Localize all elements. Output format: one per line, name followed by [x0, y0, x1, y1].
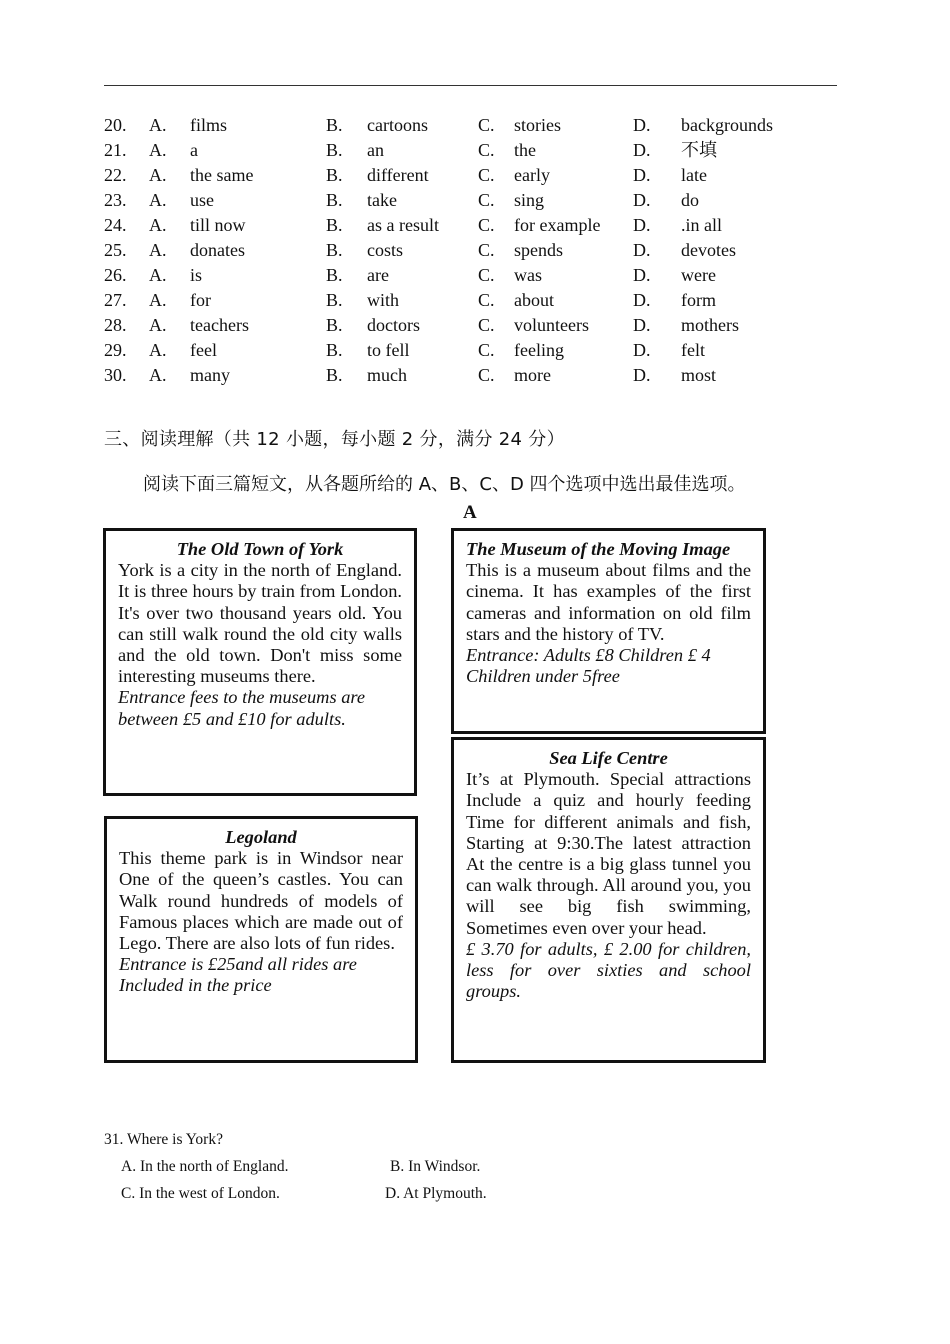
option-b-label: B. [326, 140, 343, 160]
option-c-label: C. [478, 365, 495, 385]
option-row [104, 338, 844, 363]
question-31-option-c: C. In the west of London. [121, 1185, 280, 1202]
option-b: costs [367, 240, 403, 260]
header-rule [104, 85, 837, 86]
option-b: are [367, 265, 389, 285]
option-a-label: A. [149, 365, 167, 385]
option-a: till now [190, 215, 246, 235]
option-b: cartoons [367, 115, 428, 135]
section-title: 三、阅读理解（共 12 小题，每小题 2 分，满分 24 分） [104, 429, 565, 450]
sealife-title: Sea Life Centre [549, 748, 668, 768]
option-b-label: B. [326, 115, 343, 135]
option-c-label: C. [478, 115, 495, 135]
legoland-title: Legoland [225, 827, 297, 847]
york-title: The Old Town of York [176, 539, 344, 559]
option-c: early [514, 165, 550, 185]
sealife-box [451, 737, 766, 1063]
option-b: an [367, 140, 384, 160]
option-b-label: B. [326, 165, 343, 185]
option-d-label: D. [633, 140, 651, 160]
option-a: a [190, 140, 198, 160]
option-d-label: D. [633, 340, 651, 360]
option-c-label: C. [478, 165, 495, 185]
option-d-label: D. [633, 115, 651, 135]
option-b: doctors [367, 315, 420, 335]
legoland-note: Entrance is £25and all rides are Included in the price [119, 954, 357, 996]
option-d-label: D. [633, 240, 651, 260]
option-row [104, 363, 844, 388]
legoland-body: This theme park is in Windsor near One of the queen’s castles. You can Walk round hundreds of models of Famous places which are made out of Lego. There are also lots of fun rides. [119, 848, 403, 954]
option-b-label: B. [326, 240, 343, 260]
option-b: to fell [367, 340, 410, 360]
option-row [104, 138, 844, 163]
option-row [104, 188, 844, 213]
option-c: was [514, 265, 542, 285]
sealife-body: It’s at Plymouth. Special attractions Include a quiz and hourly feeding Time for different animals and fish, Starting at 9:30.The latest attraction At the centre is a big glass tunnel you can walk through. All around you, you will see big fish swimming, Sometimes even over your head. [466, 769, 751, 938]
options-table [104, 113, 844, 388]
option-d-label: D. [633, 190, 651, 210]
option-c: spends [514, 240, 563, 260]
option-c: the [514, 140, 536, 160]
option-c: for example [514, 215, 601, 235]
option-number: 20. [104, 115, 127, 135]
option-c-label: C. [478, 190, 495, 210]
option-a-label: A. [149, 315, 167, 335]
option-a: films [190, 115, 228, 135]
option-d: .in all [681, 215, 722, 235]
option-a-label: A. [149, 240, 167, 260]
option-number: 25. [104, 240, 127, 260]
york-note: Entrance fees to the museums are between £5 and £10 for adults. [118, 687, 366, 729]
option-c-label: C. [478, 240, 495, 260]
option-b: take [367, 190, 397, 210]
option-d-label: D. [633, 290, 651, 310]
option-d-label: D. [633, 165, 651, 185]
option-row [104, 213, 844, 238]
option-a-label: A. [149, 165, 167, 185]
sealife-note: £ 3.70 for adults, £ 2.00 for children, less for over sixties and school groups. [466, 938, 751, 1002]
option-a: donates [190, 240, 245, 260]
option-a: feel [190, 340, 217, 360]
option-c-label: C. [478, 265, 495, 285]
option-d: form [681, 290, 716, 310]
option-a: use [190, 190, 214, 210]
option-row [104, 263, 844, 288]
york-body: York is a city in the north of England. It is three hours by train from London. It's over two thousand years old. You can still walk round the old city walls and the old town. Don't miss some interesting museums there. [118, 560, 402, 687]
option-row [104, 238, 844, 263]
museum-box [451, 528, 766, 734]
option-c: volunteers [514, 315, 589, 335]
option-c-label: C. [478, 340, 495, 360]
option-b-label: B. [326, 290, 343, 310]
option-d: most [681, 365, 717, 385]
option-d: devotes [681, 240, 736, 260]
legoland-box [104, 816, 418, 1063]
option-number: 30. [104, 365, 127, 385]
option-c: more [514, 365, 551, 385]
option-d: late [681, 165, 707, 185]
option-row [104, 163, 844, 188]
option-number: 23. [104, 190, 127, 210]
option-d-label: D. [633, 365, 651, 385]
option-a-label: A. [149, 340, 167, 360]
option-a-label: A. [149, 215, 167, 235]
option-number: 29. [104, 340, 127, 360]
option-number: 21. [104, 140, 127, 160]
york-box [103, 528, 417, 796]
option-a: the same [190, 165, 254, 185]
option-c: feeling [514, 340, 564, 360]
option-c-label: C. [478, 315, 495, 335]
option-number: 26. [104, 265, 127, 285]
museum-note: Entrance: Adults £8 Children £ 4 Children under 5free [466, 645, 711, 687]
option-number: 24. [104, 215, 127, 235]
option-a: is [190, 265, 203, 285]
option-c: stories [514, 115, 561, 135]
option-number: 27. [104, 290, 127, 310]
section-instruction: 阅读下面三篇短文，从各题所给的 A、B、C、D 四个选项中选出最佳选项。 [143, 474, 746, 495]
option-d-label: D. [633, 315, 651, 335]
option-c-label: C. [478, 215, 495, 235]
passage-label: A [463, 502, 477, 523]
question-31-option-a: A. In the north of England. [121, 1158, 289, 1175]
option-b-label: B. [326, 215, 343, 235]
option-c-label: C. [478, 290, 495, 310]
museum-body: This is a museum about films and the cinema. It has examples of the first cameras and information on old film stars and the history of TV. [466, 560, 751, 644]
option-d: felt [681, 340, 705, 360]
option-b-label: B. [326, 265, 343, 285]
option-b-label: B. [326, 190, 343, 210]
option-number: 22. [104, 165, 127, 185]
museum-title: The Museum of the Moving Image [466, 539, 731, 559]
option-a-label: A. [149, 290, 167, 310]
option-c: about [514, 290, 554, 310]
option-a-label: A. [149, 140, 167, 160]
option-a: teachers [190, 315, 249, 335]
option-a: many [190, 365, 230, 385]
option-a-label: A. [149, 115, 167, 135]
option-b: different [367, 165, 429, 185]
question-31-option-d: D. At Plymouth. [385, 1185, 487, 1202]
option-b-label: B. [326, 340, 343, 360]
option-b: as a result [367, 215, 439, 235]
option-d-label: D. [633, 215, 651, 235]
option-row [104, 313, 844, 338]
option-c: sing [514, 190, 545, 210]
option-d: backgrounds [681, 115, 773, 135]
option-number: 28. [104, 315, 127, 335]
option-a-label: A. [149, 265, 167, 285]
option-row [104, 113, 844, 138]
option-d-label: D. [633, 265, 651, 285]
option-b: much [367, 365, 407, 385]
question-31-option-b: B. In Windsor. [390, 1158, 481, 1175]
option-d: 不填 [681, 140, 717, 160]
option-b-label: B. [326, 365, 343, 385]
option-d: were [681, 265, 716, 285]
option-b: with [367, 290, 400, 310]
option-b-label: B. [326, 315, 343, 335]
option-d: mothers [681, 315, 739, 335]
option-c-label: C. [478, 140, 495, 160]
option-a: for [190, 290, 211, 310]
option-row [104, 288, 844, 313]
option-d: do [681, 190, 699, 210]
question-31-stem: 31. Where is York? [104, 1131, 223, 1148]
option-a-label: A. [149, 190, 167, 210]
